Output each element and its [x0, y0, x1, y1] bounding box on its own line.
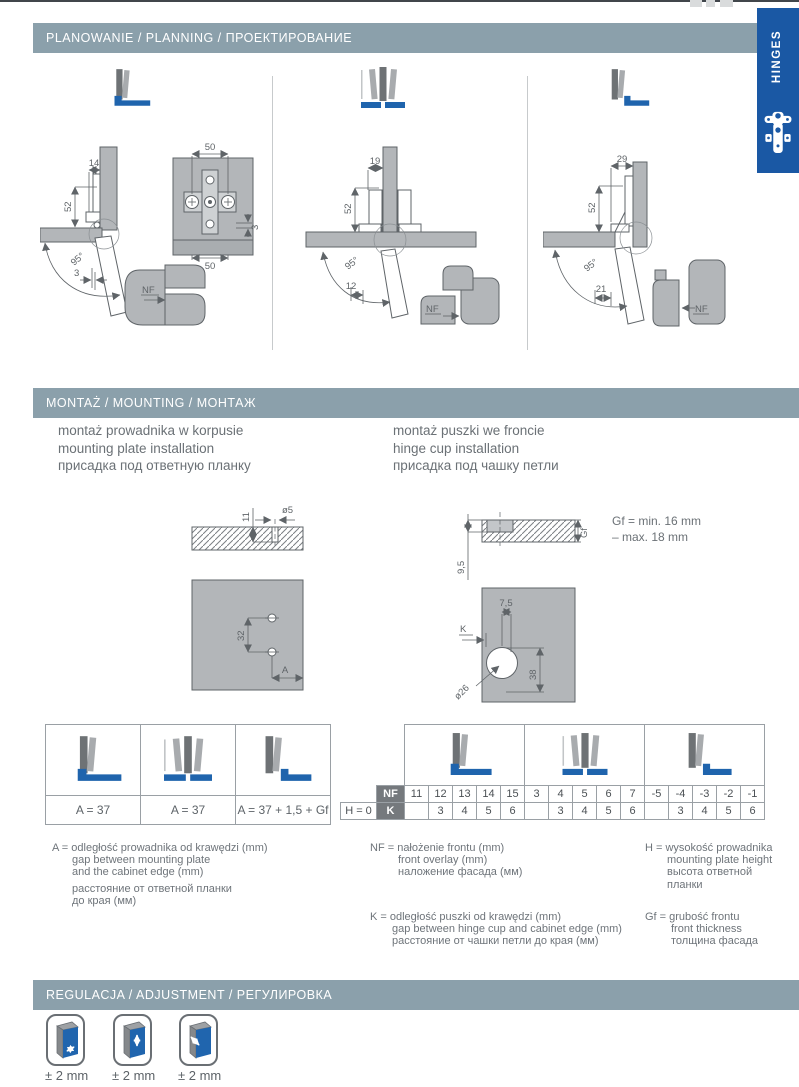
h-zero-cell: H = 0: [341, 803, 377, 820]
svg-text:Gf = min. 16 mm: Gf = min. 16 mm: [612, 514, 702, 528]
cropped-header-mark: [706, 0, 715, 7]
mounting-caption-left: [58, 422, 251, 475]
svg-text:52: 52: [587, 202, 598, 213]
svg-text:19: 19: [369, 156, 381, 167]
k-value-cell: 3: [429, 803, 453, 820]
svg-text:Gf: Gf: [579, 527, 590, 538]
legend-line: H = wysokość prowadnika: [645, 842, 773, 854]
planning-diagram-twin: [293, 62, 525, 362]
legend-line: gap between hinge cup and cabinet edge (mm): [392, 923, 622, 936]
door-overlay-icon-cell: [405, 725, 525, 786]
svg-text:52: 52: [63, 201, 74, 212]
legend-line: mounting plate height: [667, 854, 773, 867]
legend-line: gap between mounting plate: [72, 854, 211, 867]
table-row: [46, 725, 331, 796]
nf-value-cell: 6: [597, 786, 621, 803]
k-value-cell: 4: [693, 803, 717, 820]
door-inset-icon-cell: [236, 725, 331, 796]
cropped-header-mark: [720, 0, 733, 7]
svg-text:A: A: [281, 665, 289, 676]
mounting-caption-right: [393, 422, 559, 475]
k-value-cell: 6: [501, 803, 525, 820]
table-row-nf: [341, 786, 765, 803]
door-overlay-icon: [62, 734, 124, 782]
legend-line: до края (мм): [72, 894, 137, 907]
svg-text:11: 11: [241, 512, 252, 522]
nf-value-cell: 3: [525, 786, 549, 803]
svg-text:95°: 95°: [343, 254, 362, 273]
svg-text:7,5: 7,5: [499, 598, 513, 609]
mounting-plate-drilling-diagram: [185, 492, 385, 710]
nf-value-cell: 7: [621, 786, 645, 803]
svg-text:ø5: ø5: [282, 505, 294, 516]
svg-text:52: 52: [343, 203, 354, 214]
empty-cell: [341, 786, 377, 803]
svg-text:95°: 95°: [68, 250, 87, 269]
svg-text:ø26: ø26: [452, 682, 472, 703]
caption-line: присадка под ответную планку: [58, 458, 251, 473]
nf-value-cell: -2: [717, 786, 741, 803]
legend-nf: [370, 842, 522, 879]
k-value-cell: 4: [573, 803, 597, 820]
door-twin-icon: [361, 67, 405, 108]
caption-line: mounting plate installation: [58, 440, 215, 456]
page-top-rule: [0, 0, 799, 2]
door-twin-icon-cell: [141, 725, 236, 796]
nf-value-cell: -5: [645, 786, 669, 803]
svg-text:95°: 95°: [582, 256, 601, 275]
svg-text:50: 50: [204, 261, 216, 272]
svg-text:9,5: 9,5: [456, 560, 467, 574]
tab-hinges-label: HINGES: [771, 30, 783, 84]
legend-line: and the cabinet edge (mm): [72, 866, 204, 879]
door-inset-icon: [612, 69, 650, 106]
caption-line: присадка под чашку петли: [393, 458, 559, 473]
k-value-cell: 5: [717, 803, 741, 820]
legend-line: front thickness: [671, 923, 742, 936]
nf-value-cell: 5: [573, 786, 597, 803]
legend-k: [370, 911, 622, 948]
svg-text:32: 32: [236, 630, 247, 641]
legend-line: наложение фасада (мм): [398, 866, 523, 879]
adjustment-range-label: ± 2 mm: [178, 1068, 222, 1083]
adjustment-height-icon: [112, 1013, 153, 1072]
svg-text:50: 50: [204, 142, 216, 153]
k-value-cell: 4: [453, 803, 477, 820]
nf-value-cell: 4: [549, 786, 573, 803]
door-twin-icon-cell: [525, 725, 645, 786]
adjustment-section-header: REGULACJA / ADJUSTMENT / РЕГУЛИРОВКА: [33, 980, 799, 1010]
legend-line: NF = nałożenie frontu (mm): [370, 842, 505, 854]
door-twin-icon: [157, 734, 219, 782]
a-value-cell: A = 37: [141, 796, 236, 825]
svg-text:3: 3: [74, 268, 80, 279]
svg-text:NF: NF: [695, 304, 708, 315]
svg-text:NF: NF: [426, 304, 439, 315]
svg-text:14: 14: [88, 158, 100, 169]
hinge-cup-drilling-diagram: [450, 492, 755, 710]
adjustment-range-label: ± 2 mm: [112, 1068, 156, 1083]
svg-text:38: 38: [528, 669, 539, 680]
svg-text:12: 12: [345, 281, 357, 292]
door-twin-icon: [556, 731, 614, 776]
legend-line: планки: [667, 878, 703, 891]
nf-value-cell: 11: [405, 786, 429, 803]
table-row-k: [341, 803, 765, 820]
svg-text:– max. 18 mm: – max. 18 mm: [612, 530, 689, 544]
legend-a: [52, 842, 268, 907]
nf-value-cell: -1: [741, 786, 765, 803]
nf-value-cell: -3: [693, 786, 717, 803]
adjustment-range-label: ± 2 mm: [45, 1068, 89, 1083]
cropped-header-mark: [690, 0, 702, 7]
k-value-cell: 3: [549, 803, 573, 820]
nf-k-table: [340, 724, 765, 820]
k-value-cell: [525, 803, 549, 820]
table-row: [341, 725, 765, 786]
door-inset-icon: [252, 734, 314, 782]
legend-line: расстояние от ответной планки: [72, 882, 232, 895]
nf-value-cell: 15: [501, 786, 525, 803]
caption-line: hinge cup installation: [393, 440, 520, 456]
nf-value-cell: -4: [669, 786, 693, 803]
door-overlay-icon-cell: [46, 725, 141, 796]
mounting-section-header: MONTAŻ / MOUNTING / МОНТАЖ: [33, 388, 799, 418]
planning-section-header: PLANOWANIE / PLANNING / ПРОЕКТИРОВАНИЕ: [33, 23, 757, 53]
legend-line: Gf = grubość frontu: [645, 911, 740, 923]
k-value-cell: [405, 803, 429, 820]
depth-adjustment-icon: [178, 1013, 219, 1067]
nf-value-cell: 12: [429, 786, 453, 803]
planning-diagram-inset: [543, 62, 775, 362]
adjustment-depth-icon: [178, 1013, 219, 1072]
legend-line: K = odległość puszki od krawędzi (mm): [370, 911, 562, 923]
a-value-cell: A = 37: [46, 796, 141, 825]
nf-value-cell: 13: [453, 786, 477, 803]
legend-line: front overlay (mm): [398, 854, 488, 867]
nf-value-cell: 14: [477, 786, 501, 803]
door-inset-icon: [676, 731, 734, 776]
svg-text:NF: NF: [142, 285, 155, 296]
a-value-cell: A = 37 + 1,5 + Gf: [236, 796, 331, 825]
diagram-divider: [272, 76, 273, 350]
k-value-cell: 5: [597, 803, 621, 820]
legend-line: толщина фасада: [671, 935, 758, 948]
planning-diagram-full-overlay: [40, 62, 272, 362]
diagram-divider: [527, 76, 528, 350]
nf-header-cell: NF: [377, 786, 405, 803]
k-value-cell: 5: [477, 803, 501, 820]
legend-gf: [645, 911, 758, 948]
k-value-cell: 6: [621, 803, 645, 820]
legend-h: [645, 842, 772, 891]
door-overlay-icon: [115, 69, 151, 106]
k-value-cell: 6: [741, 803, 765, 820]
empty-cell: [341, 725, 405, 786]
door-overlay-icon: [436, 731, 494, 776]
side-adjustment-icon: [45, 1013, 86, 1067]
legend-line: A = odległość prowadnika od krawędzi (mm): [52, 842, 268, 854]
svg-text:29: 29: [616, 154, 628, 165]
door-inset-icon-cell: [645, 725, 765, 786]
caption-line: montaż puszki we froncie: [393, 423, 545, 438]
svg-text:3: 3: [250, 224, 261, 230]
caption-line: montaż prowadnika w korpusie: [58, 423, 244, 438]
svg-text:K: K: [460, 624, 467, 635]
legend-line: расстояние от чашки петли до края (мм): [392, 935, 599, 948]
svg-text:21: 21: [595, 284, 607, 295]
adjustment-side-icon: [45, 1013, 86, 1072]
table-row: [46, 796, 331, 825]
k-value-cell: [645, 803, 669, 820]
k-value-cell: 3: [669, 803, 693, 820]
legend-line: высота ответной: [667, 866, 753, 879]
k-header-cell: K: [377, 803, 405, 820]
height-adjustment-icon: [112, 1013, 153, 1067]
overlay-distance-table: [45, 724, 331, 825]
